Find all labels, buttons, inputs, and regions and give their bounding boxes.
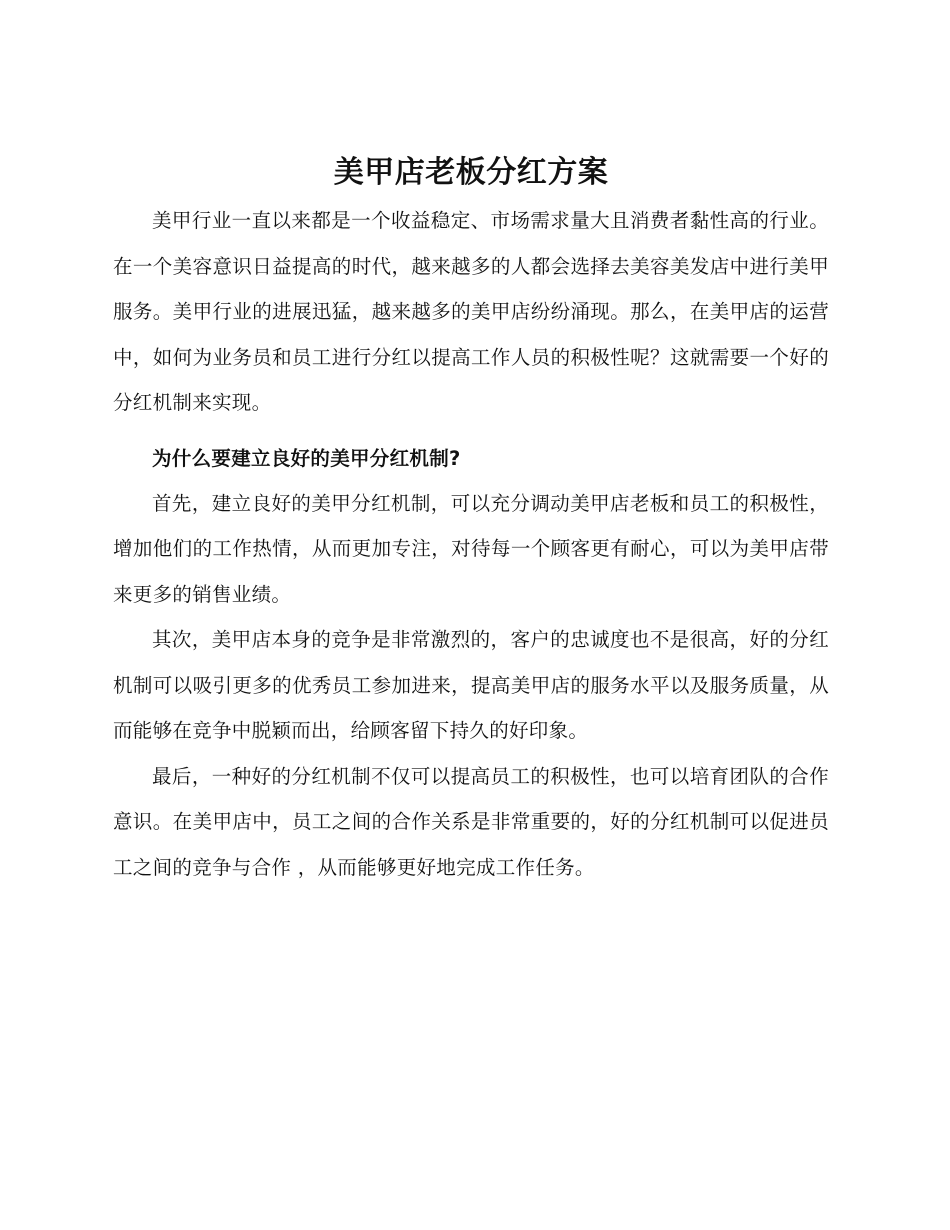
body-paragraph-2: 其次，美甲店本身的竞争是非常激烈的，客户的忠诚度也不是很高，好的分红机制可以吸引更多的优秀员工参加进来，提高美甲店的服务水平以及服务质量，从而能够在竞争中脱颖而出，给顾客留下持久的好印象。 — [113, 628, 829, 742]
section-heading: 为什么要建立良好的美甲分红机制? — [152, 446, 461, 470]
document-page — [113, 148, 829, 890]
body-paragraph-3: 最后，一种好的分红机制不仅可以提高员工的积极性，也可以培育团队的合作意识。在美甲店中，员工之间的合作关系是非常重要的，好的分红机制可以促进员工之间的竞争与合作 ，从而能够更好地完成工作任务。 — [113, 764, 829, 879]
intro-paragraph: 美甲行业一直以来都是一个收益稳定、市场需求量大且消费者黏性高的行业。在一个美容意识日益提高的时代，越来越多的人都会选择去美容美发店中进行美甲服务。美甲行业的进展迅猛，越来越多的美甲店纷纷涌现。那么，在美甲店的运营中，如何为业务员和员工进行分红以提高工作人员的积极性呢？这就需要一个好的分红机制来实现。 — [113, 209, 829, 414]
document-title: 美甲店老板分红方案 — [333, 155, 609, 190]
body-paragraph-1: 首先，建立良好的美甲分红机制，可以充分调动美甲店老板和员工的积极性，增加他们的工作热情，从而更加专注，对待每一个顾客更有耐心，可以为美甲店带来更多的销售业绩。 — [113, 491, 829, 606]
